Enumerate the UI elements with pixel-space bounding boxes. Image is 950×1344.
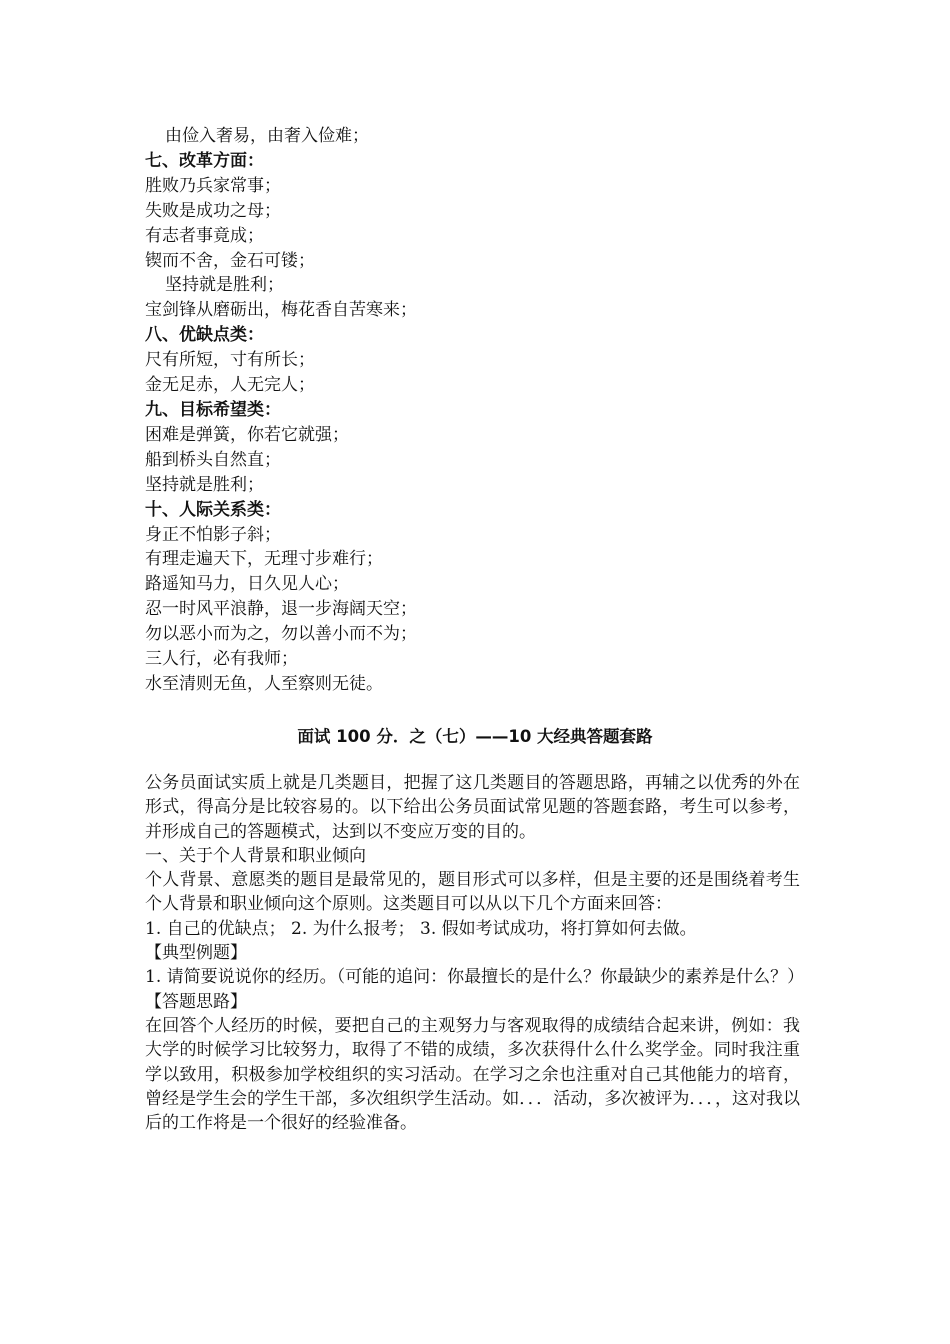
example-heading: 【典型例题】	[145, 943, 247, 964]
background-paragraph: 个人背景、意愿类的题目是最常见的，题目形式可以多样，但是主要的还是围绕着考生个人背景和职业倾向这个原则。这类题目可以从以下几个方面来回答：	[145, 870, 800, 915]
proverb-line: 身正不怕影子斜；	[145, 524, 281, 545]
proverb-line: 水至清则无鱼，人至察则无徒。	[145, 673, 383, 694]
section-title: 面试 100 分．之（七）——10 大经典答题套路	[297, 727, 653, 746]
proverb-line: 尺有所短，寸有所长；	[145, 350, 315, 371]
heading-personal-background: 一、关于个人背景和职业倾向	[145, 845, 366, 866]
proverb-line: 忍一时风平浪静，退一步海阔天空；	[145, 599, 417, 620]
category-heading: 九、目标希望类：	[145, 399, 281, 420]
proverb-line: 坚持就是胜利；	[165, 275, 284, 296]
answer-approach-heading: 【答题思路】	[145, 991, 247, 1012]
proverb-line: 失败是成功之母；	[145, 200, 281, 221]
proverb-line: 三人行，必有我师；	[145, 649, 298, 670]
answer-guide-section	[145, 771, 805, 1135]
proverb-line: 金无足赤，人无完人；	[145, 375, 315, 396]
proverb-line: 宝剑锋从磨砺出，梅花香自苦寒来；	[145, 300, 417, 321]
proverb-line: 坚持就是胜利；	[145, 474, 264, 495]
category-heading: 八、优缺点类：	[145, 325, 264, 346]
proverb-line: 锲而不舍，金石可镂；	[145, 250, 315, 271]
proverb-line: 有理走遍天下，无理寸步难行；	[145, 549, 383, 570]
proverb-line: 船到桥头自然直；	[145, 449, 281, 470]
proverb-line: 有志者事竟成；	[145, 225, 264, 246]
answer-approach-paragraph: 在回答个人经历的时候，要把自己的主观努力与客观取得的成绩结合起来讲，例如：我大学的时候学习比较努力，取得了不错的成绩，多次获得什么什么奖学金。同时我注重学以致用，积极参加学校组织的实习活动。在学习之余也注重对自己其他能力的培育，曾经是学生会的学生干部，多次组织学生活动。如．．．活动，多次被评为．．．，这对我以后的工作将是一个很好的经验准备。	[145, 1015, 800, 1134]
answer-points-list: 1. 自己的优缺点； 2. 为什么报考； 3. 假如考试成功，将打算如何去做。	[145, 918, 697, 939]
proverb-list	[145, 124, 805, 697]
proverb-line: 路遥知马力，日久见人心；	[145, 574, 349, 595]
example-question: 1. 请简要说说你的经历。（可能的追问：你最擅长的是什么？你最缺少的素养是什么？）	[145, 967, 805, 988]
intro-paragraph: 公务员面试实质上就是几类题目，把握了这几类题目的答题思路，再辅之以优秀的外在形式，得高分是比较容易的。以下给出公务员面试常见题的答题套路，考生可以参考，并形成自己的答题模式，达到以不变应万变的目的。	[145, 773, 800, 842]
proverb-line: 困难是弹簧，你若它就强；	[145, 424, 349, 445]
proverb-line: 胜败乃兵家常事；	[145, 175, 281, 196]
category-heading: 七、改革方面：	[145, 150, 264, 171]
category-heading: 十、人际关系类：	[145, 499, 281, 520]
proverb-line: 勿以恶小而为之，勿以善小而不为；	[145, 624, 417, 645]
proverb-line: 由俭入奢易，由奢入俭难；	[165, 126, 369, 146]
